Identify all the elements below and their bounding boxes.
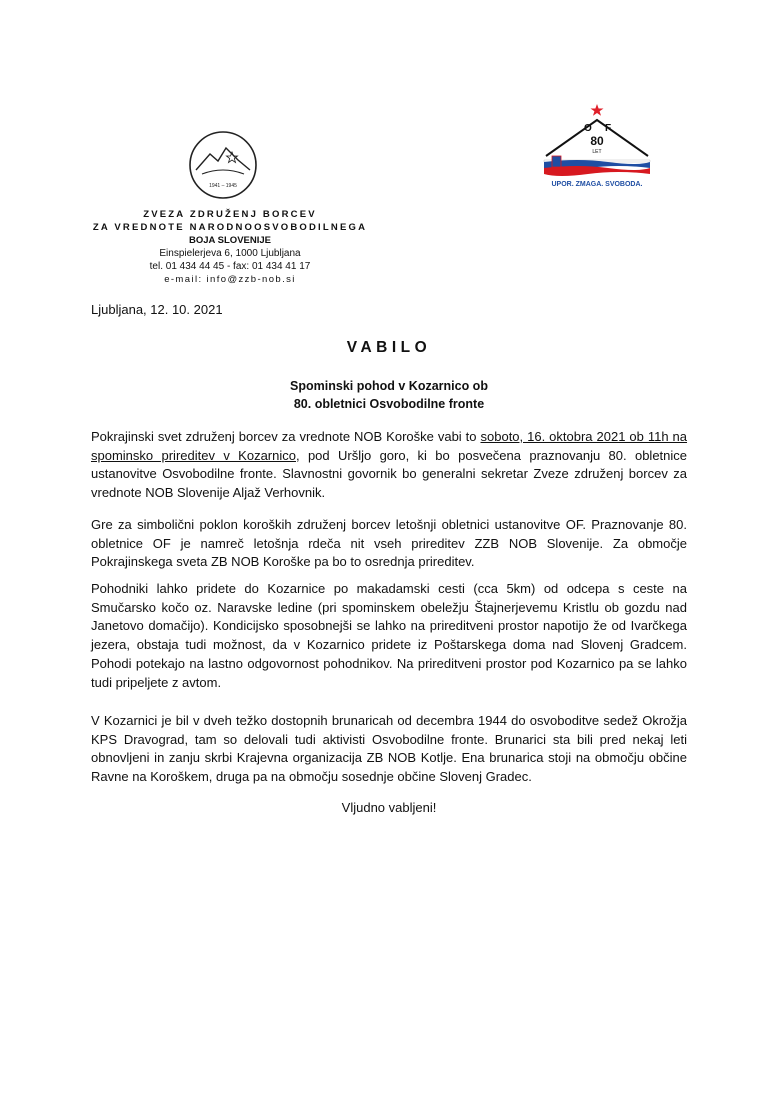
org-name-line2: ZA VREDNOTE NARODNOOSVOBODILNEGA <box>92 222 368 233</box>
event-date-underlined: soboto, 16. oktobra 2021 ob 11h na spominsko prireditev v Kozarnico <box>91 429 688 463</box>
subtitle-line1: Spominski pohod v Kozarnico ob <box>290 379 488 393</box>
p1-text-a: Pokrajinski svet združenj borcev za vrednote NOB Koroške vabi to <box>91 429 481 444</box>
organization-header <box>60 208 400 286</box>
subtitle-line2: 80. obletnici Osvobodilne fronte <box>293 397 485 411</box>
letter-closing: Vljudno vabljeni! <box>341 800 437 815</box>
red-star-icon <box>591 104 604 116</box>
org-name-line1: ZVEZA ZDRUŽENJ BORCEV <box>143 209 317 220</box>
org-phone: tel. 01 434 44 45 - fax: 01 434 41 17 <box>149 261 311 272</box>
p1-text-b: , pod Uršljo goro, ki bo posvečena praznovanju 80. obletnice ustanovitve Osvobodilne fronte. Slavnostni govornik bo generalni sekretar Zveze združenj borcev za vrednote NOB Slovenije Aljaž Verhovnik. <box>91 447 688 501</box>
badge-slogan: UPOR. ZMAGA. SVOBODA. <box>551 181 643 188</box>
logo-years: 1941 – 1945 <box>209 183 237 189</box>
badge-letter-f: F <box>605 123 612 134</box>
org-name-line3: BOJA SLOVENIJE <box>188 235 271 246</box>
badge-letter-o: O <box>584 123 592 134</box>
paragraph-history: V Kozarnici je bil v dveh težko dostopnih brunaricah od decembra 1944 do osvoboditve sedež Okrožja KPS Dravograd, tam so delovali tudi aktivisti Osvobodilne fronte. Brunarici sta bili pred nekaj leti obnovljeni in zanju skrbi Krajevna organizacija ZB NOB Kotlje. Ena brunarica stoji na območju občine Ravne na Koroškem, druga pa na območju sosednje občine Slovenj Gradec. <box>91 713 687 785</box>
org-email: e-mail: info@zzb-nob.si <box>164 274 296 285</box>
letter-subtitle <box>0 377 778 413</box>
badge-let: LET <box>592 149 602 155</box>
letter-title: VABILO <box>346 339 432 356</box>
org-address: Einspielerjeva 6, 1000 Ljubljana <box>159 248 301 259</box>
organization-logo-icon <box>188 130 258 200</box>
paragraph-directions: Pohodniki lahko pridete do Kozarnice po makadamski cesti (cca 5km) od odcepa s ceste na Smučarsko kočo oz. Naravske ledine (pri spominskem obeležju Štajnerjevemu Kristlu ob gozdu nad Janetovo domačijo). Kondicijsko sposobnejši se lahko na prireditveni prostor napotijo že od Ivarčkega jezera, obstaja tudi možnost, da v Kozarnico pridete iz Poštarskega doma nad Slovenj Gradcem. Pohodi potekajo na lastno odgovornost pohodnikov. Na prireditveni prostor pod Kozarnico pa se lahko tudi pripeljete z avtom. <box>91 581 687 690</box>
paragraph-invitation <box>91 428 687 503</box>
letter-date: Ljubljana, 12. 10. 2021 <box>91 302 223 317</box>
badge-number: 80 <box>590 134 604 148</box>
of-80-badge-icon <box>538 104 656 190</box>
paragraph-celebration: Gre za simbolični poklon koroških združenj borcev letošnji obletnici ustanovitve OF. Praznovanje 80. obletnice OF je namreč letošnja rdeča nit vseh prireditev ZZB NOB Slovenije. Za območje Pokrajinskega sveta ZB NOB Koroške pa bo to osrednja prireditev. <box>91 517 687 570</box>
